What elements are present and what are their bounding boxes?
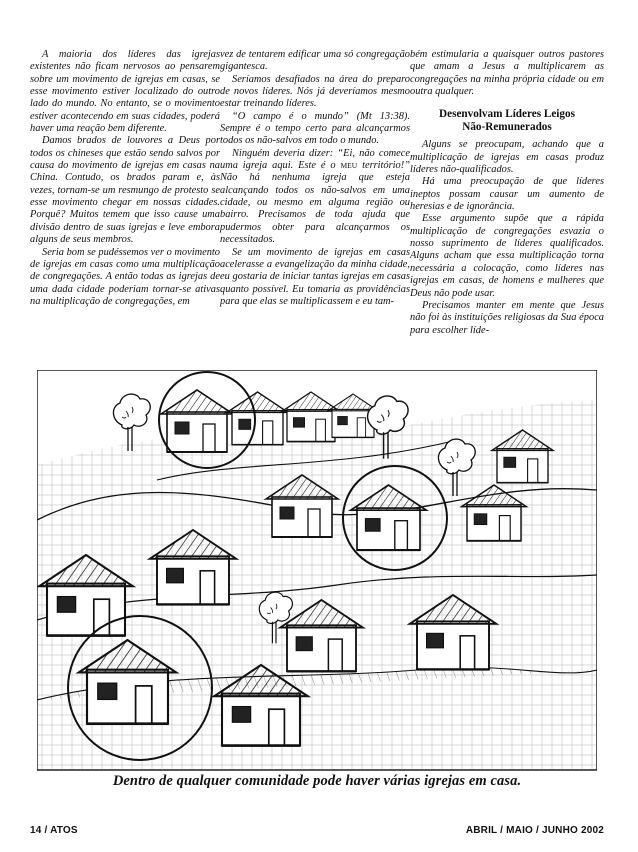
- paragraph: Há uma preocupação de que líderes ineptos possam causar um aumento de heresias e de ignorância.: [410, 176, 604, 213]
- paragraph: vez de tentarem edificar uma só congregação gigantesca.: [220, 49, 410, 73]
- issue-date-footer: ABRIL / MAIO / JUNHO 2002: [465, 825, 604, 836]
- paragraph: Precisamos manter em mente que Jesus não foi às instituições religiosas da Sua época para escolher líde-: [410, 299, 604, 336]
- small-caps-word: MEU: [340, 161, 358, 171]
- article-column-3: [410, 49, 604, 337]
- paragraph: Alguns se preocupam, achando que a multiplicação de igrejas em casas produz líderes não-qualificados.: [410, 139, 604, 176]
- paragraph: Seria bom se pudéssemos ver o movimento de igrejas em casas como uma multiplicação de congregações. A então todas as igrejas de uma dada cidade poderiam tornar-se ativas na multiplicação de congregações, em: [30, 246, 220, 307]
- paragraph: “O campo é o mundo” (Mt 13:38). Sempre é o tempo certo para alcançarmos todos os não-salvos em todo o mundo.: [220, 110, 410, 147]
- paragraph: Seríamos desafiados na área do preparo de novos líderes. Nós já deveríamos mesmo estar treinando líderes.: [220, 73, 410, 110]
- paragraph: A maioria dos líderes das igrejas existentes não ficam nervosos ao pensarem sobre um movimento de igrejas em casas, se esse movimento estiver localizado do outro lado do mundo. No entanto, se o movimento estiver acontecendo em suas cidades, poderá haver uma reação bem diferente.: [30, 49, 220, 135]
- article-column-2: [220, 49, 410, 308]
- figure-caption: Dentro de qualquer comunidade pode haver várias igrejas em casa.: [112, 773, 522, 789]
- paragraph: Esse argumento supõe que a rápida multiplicação de congregações esvazia o nosso suprimento de líderes qualificados. Alguns acham que essa multiplicação torna necessária a colocação, como líderes nas igrejas em casas, de homens e mulheres que Deus não pode usar.: [410, 213, 604, 299]
- text-run: território!” Não há nenhuma igreja que esteja alcançando todos os não-salvos em uma cidade, ou mesmo em alguma região ou bairro. Precisamos de toda ajuda que pudermos obter para alcançarmos os necessitados.: [220, 160, 410, 246]
- paragraph: bém estimularia a quaisquer outros pastores que amam a Jesus a multiplicarem as congregações na minha própria cidade ou em outra qualquer.: [410, 49, 604, 98]
- paragraph: Damos brados de louvores a Deus por todos os chineses que estão sendo salvos por causa do movimento de igrejas em casas na China. Contudo, os brados param e, às vezes, tornam-se um resmungo de protesto se esse movimento chegar em nossas cidades. Porquê? Muitos temem que isso cause uma divisão dentro de suas igrejas e leve embora alguns de seus membros.: [30, 135, 220, 246]
- section-heading: [410, 108, 604, 134]
- section-heading-line: Desenvolvam Líderes Leigos: [439, 108, 575, 121]
- article-column-1: [30, 49, 220, 308]
- paragraph: [220, 148, 410, 247]
- village-houses-illustration: [37, 370, 597, 790]
- section-heading-line: Não-Remunerados: [462, 121, 552, 134]
- page-number-footer: 14 / ATOS: [30, 825, 78, 836]
- text-run: Ninguém deveria dizer: “Ei, não comece uma igreja aqui. Este é o: [220, 147, 410, 172]
- paragraph: Se um movimento de igrejas em casas acelerasse a evangelização da minha cidade, eu gostaria de iniciar tantas igrejas em casas quanto possível. Eu tomaria as providências para que elas se multiplicassem e eu tam-: [220, 246, 410, 307]
